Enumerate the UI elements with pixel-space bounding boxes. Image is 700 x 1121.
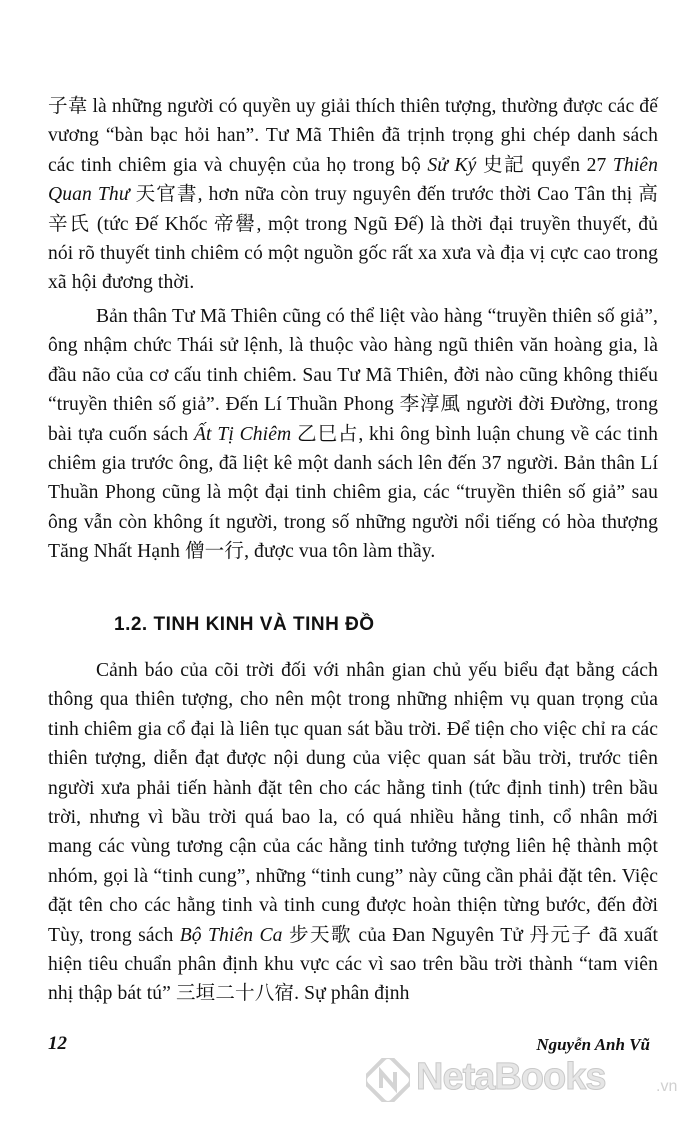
watermark-suffix: .vn (656, 1078, 678, 1095)
title-su-ky: Sử Ký (427, 154, 477, 176)
para1-text-1: 子韋 là những người có quyền uy giải thích thiên tượng, thường được các đế vương “bàn bạc hỏi han”. Tư Mã Thiên đã trịnh trọng ghi chép danh sách các tinh chiêm gia và chuyện của họ trong bộ (48, 96, 658, 176)
netabooks-logo-icon (366, 1058, 410, 1102)
para2-text-1: Bản thân Tư Mã Thiên cũng có thể liệt vào hàng “truyền thiên số giả”, ông nhậm chức Thái sử lệnh, là thuộc vào hàng ngũ thiên văn hoàng gia, là đầu não của cơ cấu tinh chiêm. Sau Tư Mã Thiên, đời nào cũng không thiếu “truyền thiên số giả”. Đến Lí Thuần Phong 李淳風 người đời Đường, trong bài tựa cuốn sách (48, 306, 658, 445)
title-at-ti-chiem: Ất Tị Chiêm (193, 423, 292, 445)
para2-text-2: 乙巳占, khi ông bình luận chung về các tinh chiêm gia trước ông, đã liệt kê một danh sách lên đến 37 người. Bản thân Lí Thuần Phong cũng là một đại tinh chiêm gia, các “truyền thiên số giả” sau ông vẫn còn không ít người, trong số những người nổi tiếng có hòa thượng Tăng Nhất Hạnh 僧一行, được vua tôn làm thầy. (48, 423, 658, 563)
title-thien-quan-thu: Thiên Quan Thư (48, 154, 658, 206)
watermark (366, 1052, 696, 1112)
para1-text-2: 史記 quyển 27 (476, 154, 613, 176)
para1-text-3: 天官書, hơn nữa còn truy nguyên đến trước thời Cao Tân thị 高辛氏 (tức Đế Khốc 帝嚳, một trong Ngũ Đế) là thời đại truyền thuyết, đủ nói rõ thuyết tinh chiêm có một nguồn gốc rất xa xưa và địa vị cực cao trong xã hội đương thời. (48, 184, 658, 294)
paragraph-section-body (48, 656, 658, 1009)
title-bo-thien-ca: Bộ Thiên Ca (179, 924, 283, 946)
page-number: 12 (48, 1033, 67, 1054)
section-heading: 1.2. TINH KINH VÀ TINH ĐỒ (114, 614, 375, 635)
para3-text-1: Cảnh báo của cõi trời đối với nhân gian chủ yếu biểu đạt bằng cách thông qua thiên tượng, cho nên một trong những nhiệm vụ quan trọng của tinh chiêm gia cổ đại là liên tục quan sát bầu trời. Để tiện cho việc chỉ ra các thiên tượng, diễn đạt được nội dung của việc quan sát bầu trời, trước tiên người xưa phải tiến hành đặt tên cho các hằng tinh (tức định tinh) trên bầu trời, nhưng vì bầu trời quá bao la, có quá nhiều hằng tinh, cổ nhân mới mang các vùng tương cận của các hằng tinh tưởng tượng liên hệ thành một nhóm, gọi là “tinh cung”, những “tinh cung” này cũng cần phải đặt tên. Việc đặt tên cho các hằng tinh và tinh cung được hoàn thiện từng bước, đến đời Tùy, trong sách (48, 660, 658, 946)
paragraph-tu-ma-thien (48, 302, 658, 567)
para3-text-2: 步天歌 của Đan Nguyên Tử 丹元子 đã xuất hiện tiêu chuẩn phân định khu vực các vì sao trên bầu trời thành “tam viên nhị thập bát tú” 三垣二十八宿. Sự phân định (48, 924, 658, 1005)
footer-author: Nguyễn Anh Vũ (536, 1035, 650, 1054)
paragraph-continued (48, 92, 658, 298)
watermark-text: NetaBooks (416, 1056, 606, 1098)
